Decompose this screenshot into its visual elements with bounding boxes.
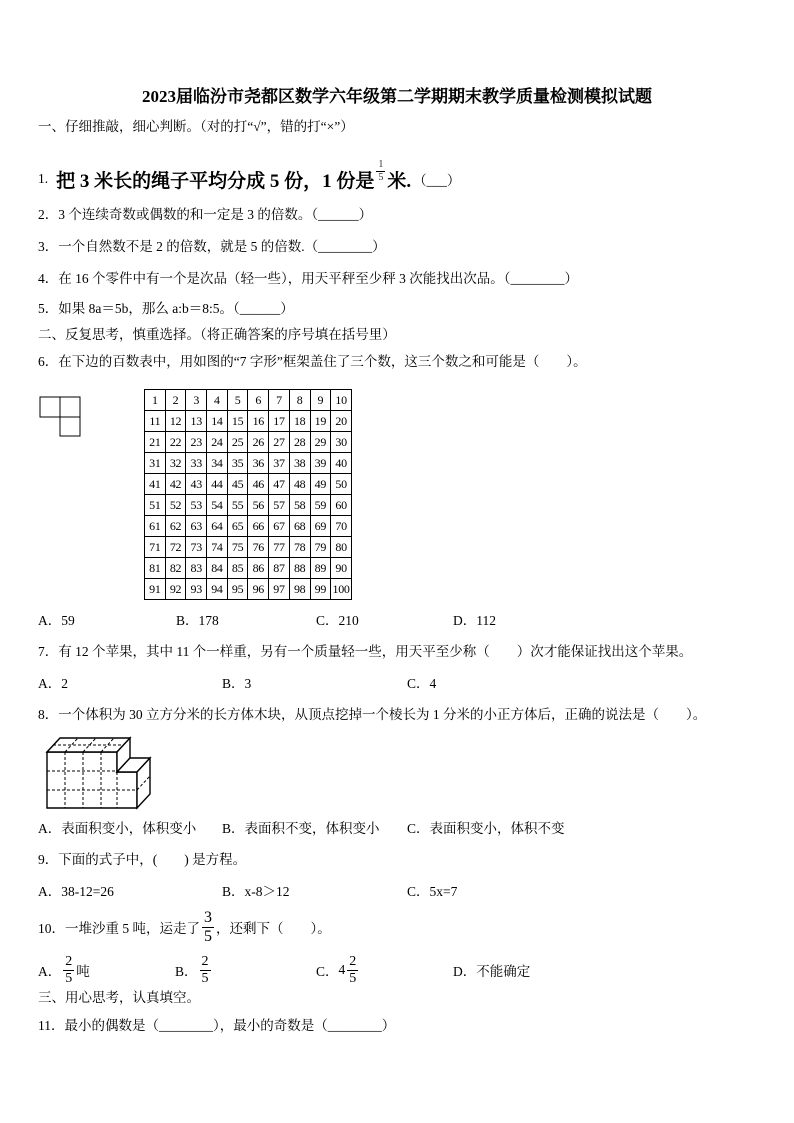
hundred-table-cell: 57 — [269, 495, 290, 516]
question-9-option-a: A．38-12=26 — [38, 884, 114, 899]
hundred-table-cell: 95 — [227, 579, 248, 600]
hundred-table-cell: 33 — [186, 453, 207, 474]
hundred-table-cell: 30 — [331, 432, 352, 453]
option-unit: 吨 — [76, 964, 90, 979]
option-fraction — [347, 955, 358, 986]
hundred-table-cell: 25 — [227, 432, 248, 453]
option-label: C． — [316, 964, 339, 979]
hundred-table-cell: 92 — [165, 579, 186, 600]
option-label: B． — [175, 964, 198, 979]
hundred-table-cell: 72 — [165, 537, 186, 558]
hundred-table-cell: 36 — [248, 453, 269, 474]
hundred-table-cell: 21 — [145, 432, 166, 453]
question-10-option-a — [38, 952, 90, 988]
hundred-table-cell: 9 — [310, 390, 331, 411]
hundred-table-cell: 41 — [145, 474, 166, 495]
hundred-table-cell: 44 — [207, 474, 228, 495]
hundred-table-cell: 65 — [227, 516, 248, 537]
question-8-option-c: C．表面积变小，体积不变 — [407, 821, 565, 836]
question-6: 6．在下边的百数表中，用如图的“7 字形”框架盖住了三个数，这三个数之和可能是（ ）。 — [38, 354, 587, 369]
section-1-heading: 一、仔细推敲，细心判断。（对的打“√”，错的打“×”） — [38, 119, 354, 134]
hundred-table-row — [145, 390, 352, 411]
hundred-table-cell: 84 — [207, 558, 228, 579]
question-6-option-a: A．59 — [38, 613, 75, 628]
seven-shape-figure — [39, 396, 82, 438]
fraction-numerator: 2 — [65, 953, 73, 969]
question-1-unit: 米. — [387, 170, 412, 192]
hundred-table-cell: 80 — [331, 537, 352, 558]
hundred-table-cell: 17 — [269, 411, 290, 432]
hundred-table-cell: 91 — [145, 579, 166, 600]
hundred-table-cell: 94 — [207, 579, 228, 600]
hundred-table-cell: 19 — [310, 411, 331, 432]
hundred-table-cell: 68 — [289, 516, 310, 537]
hundred-table-cell: 87 — [269, 558, 290, 579]
hundred-table-cell: 15 — [227, 411, 248, 432]
hundred-table-cell: 10 — [331, 390, 352, 411]
question-10-option-b — [175, 952, 213, 988]
question-8-option-a: A．表面积变小，体积变小 — [38, 821, 197, 836]
hundred-table-cell: 11 — [145, 411, 166, 432]
hundred-table-row — [145, 474, 352, 495]
hundred-table-cell: 32 — [165, 453, 186, 474]
hundred-table-cell: 1 — [145, 390, 166, 411]
hundred-table-cell: 73 — [186, 537, 207, 558]
question-9-option-b: B．x-8＞12 — [222, 884, 290, 899]
option-label: A． — [38, 964, 62, 979]
fraction-numerator: 3 — [204, 908, 212, 926]
hundred-table-cell: 60 — [331, 495, 352, 516]
question-7-option-b: B．3 — [222, 676, 252, 691]
question-7-option-a: A．2 — [38, 676, 68, 691]
hundred-table-cell: 39 — [310, 453, 331, 474]
hundred-table-cell: 88 — [289, 558, 310, 579]
hundred-table-cell: 16 — [248, 411, 269, 432]
question-10-option-c — [316, 952, 360, 988]
hundred-table-cell: 31 — [145, 453, 166, 474]
fraction-numerator: 1 — [378, 158, 384, 170]
hundred-table-cell: 47 — [269, 474, 290, 495]
hundred-table-cell: 49 — [310, 474, 331, 495]
question-10-text-before: 10．一堆沙重 5 吨，运走了 — [38, 921, 200, 936]
hundred-table-cell: 12 — [165, 411, 186, 432]
hundred-table-cell: 66 — [248, 516, 269, 537]
hundred-table-cell: 69 — [310, 516, 331, 537]
hundred-table-cell: 24 — [207, 432, 228, 453]
question-4: 4．在 16 个零件中有一个是次品（轻一些），用天平秤至少秤 3 次能找出次品。（________） — [38, 271, 578, 286]
question-7: 7．有 12 个苹果，其中 11 个一样重，另有一个质量轻一些，用天平至少称（ ）次才能保证找出这个苹果。 — [38, 644, 693, 659]
hundred-table-cell: 76 — [248, 537, 269, 558]
hundred-table-cell: 55 — [227, 495, 248, 516]
question-10-text-after: ，还剩下（ ）。 — [216, 921, 331, 936]
hundred-table-cell: 58 — [289, 495, 310, 516]
fraction-denominator: 5 — [201, 970, 209, 986]
seven-shape-cell — [40, 397, 60, 417]
hundred-number-table — [144, 389, 352, 600]
hundred-table-cell: 23 — [186, 432, 207, 453]
hundred-table-cell: 14 — [207, 411, 228, 432]
hundred-table-cell: 26 — [248, 432, 269, 453]
cuboid-figure — [44, 735, 154, 813]
hundred-table-cell: 54 — [207, 495, 228, 516]
hundred-table-cell: 79 — [310, 537, 331, 558]
hundred-table-cell: 96 — [248, 579, 269, 600]
hundred-table-cell: 98 — [289, 579, 310, 600]
question-10 — [38, 909, 331, 945]
hundred-table-cell: 62 — [165, 516, 186, 537]
hundred-table-cell: 7 — [269, 390, 290, 411]
hundred-table-cell: 81 — [145, 558, 166, 579]
hundred-table-cell: 61 — [145, 516, 166, 537]
section-3-heading: 三、用心思考，认真填空。 — [38, 990, 200, 1005]
hundred-table-cell: 63 — [186, 516, 207, 537]
fraction-denominator: 5 — [349, 970, 357, 986]
option-fraction — [63, 955, 74, 986]
question-1 — [38, 158, 461, 194]
hundred-table-cell: 74 — [207, 537, 228, 558]
hundred-table-cell: 89 — [310, 558, 331, 579]
hundred-table-cell: 35 — [227, 453, 248, 474]
question-6-option-d: D．112 — [453, 613, 496, 628]
question-1-answer-blank: （___） — [413, 173, 461, 188]
hundred-table-row — [145, 537, 352, 558]
fraction-denominator: 5 — [378, 171, 384, 183]
hundred-table-row — [145, 411, 352, 432]
question-1-number: 1. — [38, 171, 49, 186]
hundred-table-row — [145, 558, 352, 579]
hundred-table-cell: 27 — [269, 432, 290, 453]
option-fraction — [200, 955, 211, 986]
hundred-table-cell: 5 — [227, 390, 248, 411]
question-5: 5．如果 8a＝5b，那么 a:b＝8:5。（______） — [38, 301, 294, 316]
question-10-fraction — [202, 910, 214, 945]
hundred-table-cell: 75 — [227, 537, 248, 558]
question-8-option-b: B．表面积不变，体积变小 — [222, 821, 380, 836]
hundred-table-cell: 13 — [186, 411, 207, 432]
hundred-table-cell: 40 — [331, 453, 352, 474]
hundred-table-cell: 2 — [165, 390, 186, 411]
hundred-table-cell: 77 — [269, 537, 290, 558]
fraction-denominator: 5 — [65, 970, 73, 986]
section-2-heading: 二、反复思考，慎重选择。（将正确答案的序号填在括号里） — [38, 327, 396, 342]
hundred-table-row — [145, 432, 352, 453]
option-label: D．不能确定 — [453, 964, 531, 979]
question-8: 8．一个体积为 30 立方分米的长方体木块，从顶点挖掉一个棱长为 1 分米的小正方体后，正确的说法是（ ）。 — [38, 707, 707, 722]
fraction-denominator: 5 — [204, 927, 212, 945]
hundred-table-cell: 28 — [289, 432, 310, 453]
hundred-table-cell: 6 — [248, 390, 269, 411]
hundred-table-cell: 85 — [227, 558, 248, 579]
hundred-table-cell: 46 — [248, 474, 269, 495]
question-9-option-c: C．5x=7 — [407, 884, 458, 899]
question-10-option-d — [453, 952, 530, 988]
hundred-table-row — [145, 495, 352, 516]
question-1-fraction — [376, 160, 385, 183]
seven-shape-cell — [60, 397, 80, 417]
hundred-table-cell: 8 — [289, 390, 310, 411]
hundred-table-cell: 97 — [269, 579, 290, 600]
hundred-table-cell: 90 — [331, 558, 352, 579]
hundred-table-cell: 71 — [145, 537, 166, 558]
hundred-table-cell: 34 — [207, 453, 228, 474]
hundred-table-cell: 59 — [310, 495, 331, 516]
question-6-option-c: C．210 — [316, 613, 359, 628]
hundred-table-cell: 38 — [289, 453, 310, 474]
seven-shape-cell — [60, 417, 80, 436]
hundred-table-cell: 48 — [289, 474, 310, 495]
option-whole-number: 4 — [338, 962, 346, 977]
hundred-table-cell: 99 — [310, 579, 331, 600]
question-11: 11．最小的偶数是（________），最小的奇数是（________） — [38, 1018, 396, 1033]
question-9: 9．下面的式子中，( ) 是方程。 — [38, 852, 247, 867]
hundred-table-cell: 93 — [186, 579, 207, 600]
hundred-table-cell: 78 — [289, 537, 310, 558]
hundred-table-cell: 45 — [227, 474, 248, 495]
hundred-table-cell: 52 — [165, 495, 186, 516]
question-2: 2．3 个连续奇数或偶数的和一定是 3 的倍数。（______） — [38, 207, 373, 222]
question-6-option-b: B．178 — [176, 613, 219, 628]
hundred-table-cell: 37 — [269, 453, 290, 474]
hundred-table-row — [145, 453, 352, 474]
question-3: 3．一个自然数不是 2 的倍数，就是 5 的倍数.（________） — [38, 239, 386, 254]
question-1-text: 把 3 米长的绳子平均分成 5 份，1 份是 — [56, 170, 375, 192]
hundred-table-row — [145, 579, 352, 600]
hundred-table-cell: 22 — [165, 432, 186, 453]
hundred-table-cell: 51 — [145, 495, 166, 516]
fraction-numerator: 2 — [349, 953, 357, 969]
hundred-table-cell: 53 — [186, 495, 207, 516]
hundred-table-cell: 64 — [207, 516, 228, 537]
hundred-table-row — [145, 516, 352, 537]
hundred-table-cell: 70 — [331, 516, 352, 537]
question-7-option-c: C．4 — [407, 676, 437, 691]
hundred-table-cell: 83 — [186, 558, 207, 579]
fraction-numerator: 2 — [201, 953, 209, 969]
hundred-table-cell: 29 — [310, 432, 331, 453]
hundred-table-cell: 3 — [186, 390, 207, 411]
hundred-table-cell: 43 — [186, 474, 207, 495]
page-title: 2023届临汾市尧都区数学六年级第二学期期末教学质量检测模拟试题 — [142, 87, 652, 106]
hundred-table-cell: 20 — [331, 411, 352, 432]
hundred-table-cell: 4 — [207, 390, 228, 411]
hundred-table-cell: 86 — [248, 558, 269, 579]
hundred-table-cell: 50 — [331, 474, 352, 495]
hundred-table-cell: 56 — [248, 495, 269, 516]
hundred-table-cell: 100 — [331, 579, 352, 600]
hundred-table-cell: 18 — [289, 411, 310, 432]
hundred-table-cell: 67 — [269, 516, 290, 537]
hundred-table-cell: 82 — [165, 558, 186, 579]
hundred-table-cell: 42 — [165, 474, 186, 495]
